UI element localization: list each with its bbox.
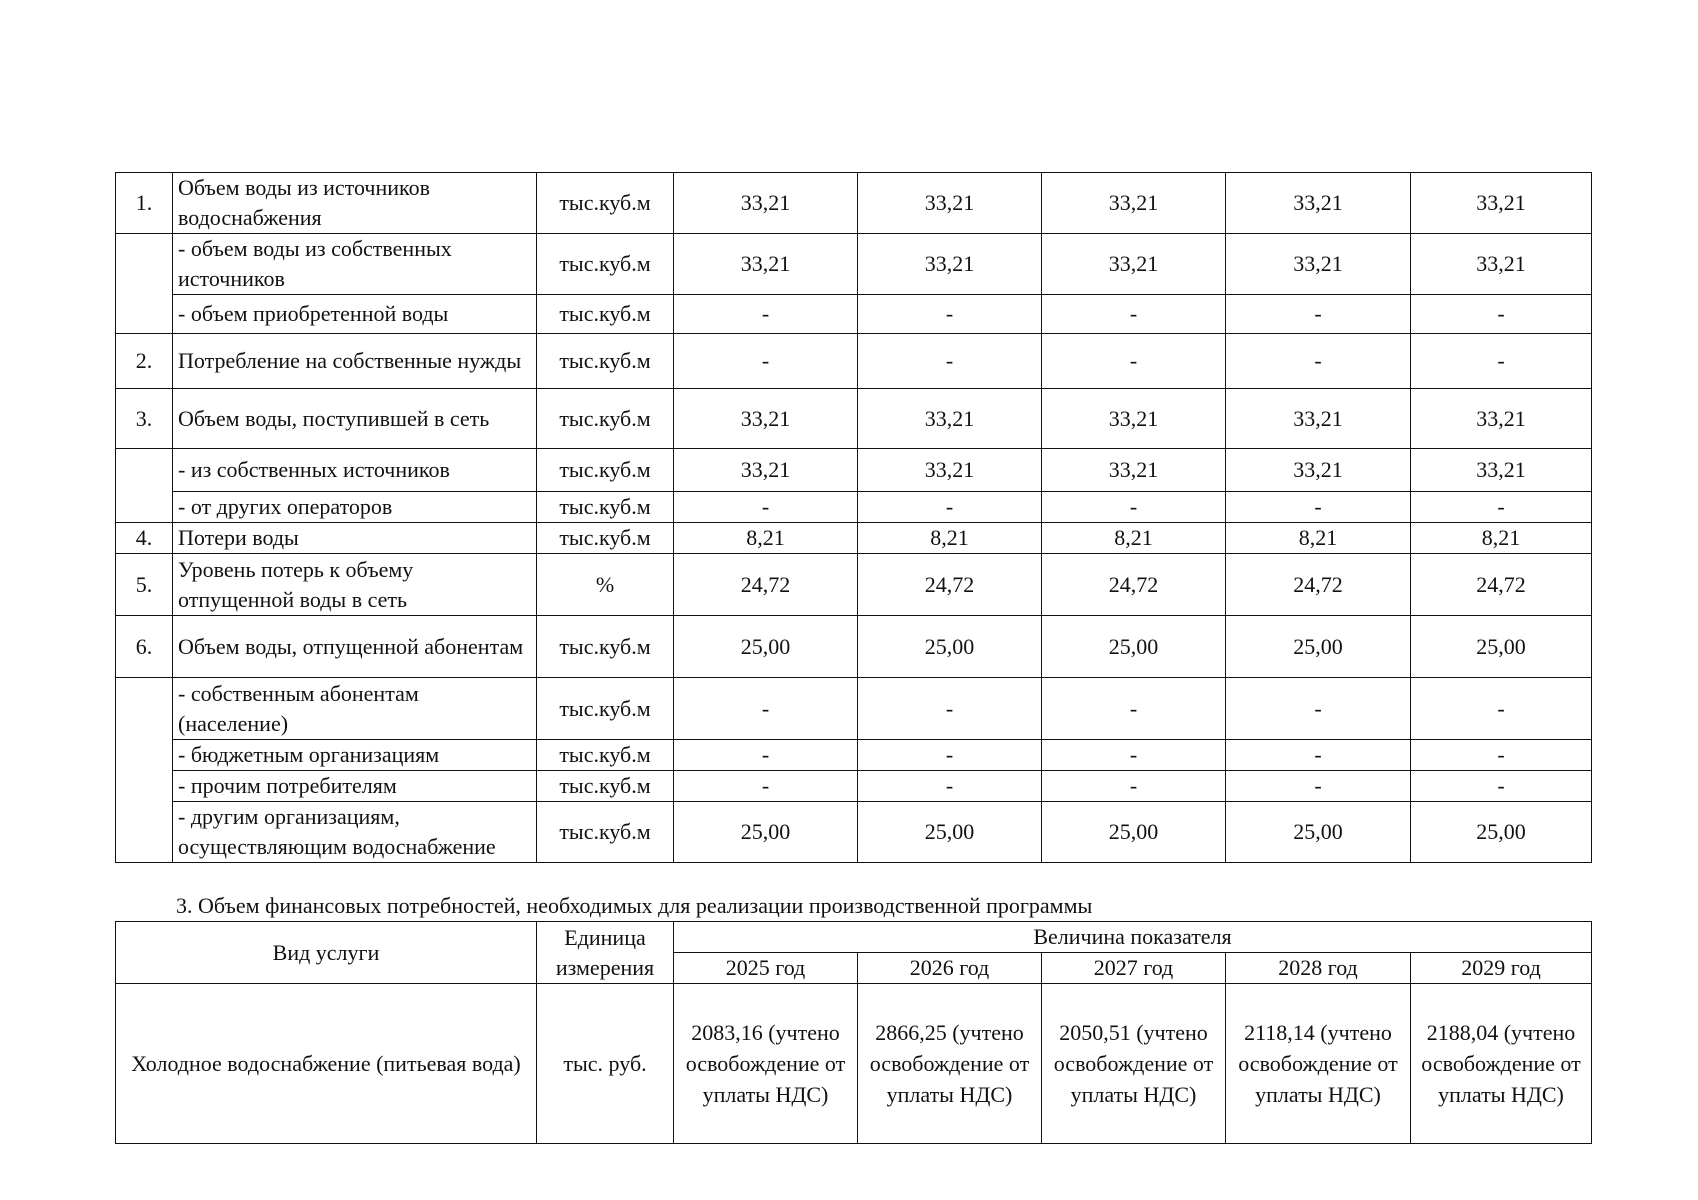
row-name: - от других операторов: [173, 492, 537, 523]
row-name: - объем воды из собственных источников: [173, 234, 537, 295]
value-2025: 24,72: [674, 554, 858, 616]
value-2027: -: [1042, 740, 1226, 771]
table-row: [116, 984, 1592, 1144]
row-unit: тыс.куб.м: [537, 334, 674, 389]
row-number: 6.: [116, 616, 173, 678]
value-2028: 33,21: [1226, 234, 1411, 295]
value-2026: -: [858, 295, 1042, 334]
value-2029: 25,00: [1411, 802, 1592, 863]
value-2026: 33,21: [858, 234, 1042, 295]
value-2027: 33,21: [1042, 389, 1226, 449]
value-2025: -: [674, 771, 858, 802]
row-name: Объем воды, отпущенной абонентам: [173, 616, 537, 678]
value-2028: -: [1226, 678, 1411, 740]
value-2029: -: [1411, 678, 1592, 740]
value-2026: 8,21: [858, 523, 1042, 554]
table-row: [116, 449, 1592, 492]
table-row: [116, 554, 1592, 616]
header-indicator: Величина показателя: [674, 922, 1592, 953]
row-name: Уровень потерь к объему отпущенной воды в сеть: [173, 554, 537, 616]
row-unit: тыс.куб.м: [537, 492, 674, 523]
value-2025: 33,21: [674, 173, 858, 234]
value-2028: -: [1226, 771, 1411, 802]
value-2027: -: [1042, 678, 1226, 740]
value-2029: 2188,04 (учтено освобождение от уплаты НДС): [1411, 984, 1592, 1144]
value-2028: -: [1226, 492, 1411, 523]
row-name: Объем воды, поступившей в сеть: [173, 389, 537, 449]
table-row: [116, 389, 1592, 449]
value-2027: 33,21: [1042, 173, 1226, 234]
row-unit: тыс.куб.м: [537, 173, 674, 234]
value-2025: -: [674, 678, 858, 740]
value-2027: 25,00: [1042, 802, 1226, 863]
row-name: - прочим потребителям: [173, 771, 537, 802]
value-2028: 2118,14 (учтено освобождение от уплаты НДС): [1226, 984, 1411, 1144]
value-2026: 25,00: [858, 616, 1042, 678]
row-number: 1.: [116, 173, 173, 234]
row-unit: тыс.куб.м: [537, 616, 674, 678]
header-year: 2027 год: [1042, 953, 1226, 984]
row-unit: тыс.куб.м: [537, 802, 674, 863]
header-year: 2026 год: [858, 953, 1042, 984]
value-2026: 33,21: [858, 389, 1042, 449]
value-2026: -: [858, 740, 1042, 771]
value-2028: -: [1226, 740, 1411, 771]
row-name: - другим организациям, осуществляющим водоснабжение: [173, 802, 537, 863]
value-2028: 33,21: [1226, 173, 1411, 234]
header-service: Вид услуги: [116, 922, 537, 984]
table-row: [116, 334, 1592, 389]
table-row: [116, 295, 1592, 334]
row-name: - собственным абонентам (население): [173, 678, 537, 740]
row-unit: тыс.куб.м: [537, 389, 674, 449]
value-2029: 24,72: [1411, 554, 1592, 616]
table-row: [116, 616, 1592, 678]
value-2029: 33,21: [1411, 234, 1592, 295]
row-number: [116, 234, 173, 334]
table-row: [116, 802, 1592, 863]
value-2029: -: [1411, 295, 1592, 334]
value-2028: 33,21: [1226, 449, 1411, 492]
row-number: 5.: [116, 554, 173, 616]
header-year: 2028 год: [1226, 953, 1411, 984]
row-name: - из собственных источников: [173, 449, 537, 492]
row-unit: тыс.куб.м: [537, 740, 674, 771]
financial-needs-table: [115, 921, 1592, 1144]
table-row: [116, 523, 1592, 554]
water-balance-table: [115, 172, 1592, 863]
value-2029: -: [1411, 334, 1592, 389]
row-unit: %: [537, 554, 674, 616]
table-row: [116, 173, 1592, 234]
value-2026: 2866,25 (учтено освобождение от уплаты НДС): [858, 984, 1042, 1144]
row-name: - бюджетным организациям: [173, 740, 537, 771]
value-2027: 33,21: [1042, 234, 1226, 295]
value-2025: 2083,16 (учтено освобождение от уплаты НДС): [674, 984, 858, 1144]
value-2029: 8,21: [1411, 523, 1592, 554]
row-unit: тыс.куб.м: [537, 295, 674, 334]
water-balance-body: [116, 173, 1592, 863]
value-2027: -: [1042, 295, 1226, 334]
value-2028: 24,72: [1226, 554, 1411, 616]
value-2026: 33,21: [858, 449, 1042, 492]
table-row: [116, 740, 1592, 771]
row-unit: тыс.куб.м: [537, 449, 674, 492]
value-2029: 25,00: [1411, 616, 1592, 678]
value-2029: 33,21: [1411, 173, 1592, 234]
table-row: [116, 234, 1592, 295]
row-unit: тыс.куб.м: [537, 234, 674, 295]
value-2026: -: [858, 771, 1042, 802]
service-name: Холодное водоснабжение (питьевая вода): [116, 984, 537, 1144]
value-2028: -: [1226, 334, 1411, 389]
value-2025: 33,21: [674, 449, 858, 492]
value-2027: -: [1042, 771, 1226, 802]
header-year: 2029 год: [1411, 953, 1592, 984]
value-2029: -: [1411, 771, 1592, 802]
row-unit: тыс.куб.м: [537, 523, 674, 554]
row-name: Потребление на собственные нужды: [173, 334, 537, 389]
value-2027: 33,21: [1042, 449, 1226, 492]
value-2025: 25,00: [674, 616, 858, 678]
value-2028: 25,00: [1226, 802, 1411, 863]
value-2025: 33,21: [674, 234, 858, 295]
value-2025: 8,21: [674, 523, 858, 554]
value-2027: -: [1042, 492, 1226, 523]
row-unit: тыс.куб.м: [537, 771, 674, 802]
value-2025: -: [674, 334, 858, 389]
value-2028: -: [1226, 295, 1411, 334]
financial-needs-body: [116, 922, 1592, 1144]
table-row: [116, 771, 1592, 802]
row-number: 2.: [116, 334, 173, 389]
value-2029: -: [1411, 492, 1592, 523]
value-2026: -: [858, 492, 1042, 523]
value-2026: 25,00: [858, 802, 1042, 863]
row-number: [116, 678, 173, 863]
table-row: [116, 678, 1592, 740]
row-number: 3.: [116, 389, 173, 449]
value-2028: 8,21: [1226, 523, 1411, 554]
value-2027: 24,72: [1042, 554, 1226, 616]
header-year: 2025 год: [674, 953, 858, 984]
value-2026: 33,21: [858, 173, 1042, 234]
value-2025: -: [674, 295, 858, 334]
row-name: Потери воды: [173, 523, 537, 554]
value-2026: 24,72: [858, 554, 1042, 616]
value-2025: -: [674, 492, 858, 523]
header-row: [116, 922, 1592, 953]
value-2029: -: [1411, 740, 1592, 771]
row-name: - объем приобретенной воды: [173, 295, 537, 334]
value-2025: -: [674, 740, 858, 771]
value-2029: 33,21: [1411, 449, 1592, 492]
value-2028: 25,00: [1226, 616, 1411, 678]
value-2025: 33,21: [674, 389, 858, 449]
service-unit: тыс. руб.: [537, 984, 674, 1144]
row-name: Объем воды из источников водоснабжения: [173, 173, 537, 234]
value-2026: -: [858, 678, 1042, 740]
section-title: 3. Объем финансовых потребностей, необходимых для реализации производственной программы: [176, 893, 1093, 918]
value-2027: -: [1042, 334, 1226, 389]
value-2027: 2050,51 (учтено освобождение от уплаты НДС): [1042, 984, 1226, 1144]
table-row: [116, 492, 1592, 523]
row-number: [116, 449, 173, 523]
header-unit: Единица измерения: [537, 922, 674, 984]
value-2028: 33,21: [1226, 389, 1411, 449]
value-2029: 33,21: [1411, 389, 1592, 449]
value-2025: 25,00: [674, 802, 858, 863]
row-number: 4.: [116, 523, 173, 554]
value-2027: 8,21: [1042, 523, 1226, 554]
value-2027: 25,00: [1042, 616, 1226, 678]
row-unit: тыс.куб.м: [537, 678, 674, 740]
value-2026: -: [858, 334, 1042, 389]
